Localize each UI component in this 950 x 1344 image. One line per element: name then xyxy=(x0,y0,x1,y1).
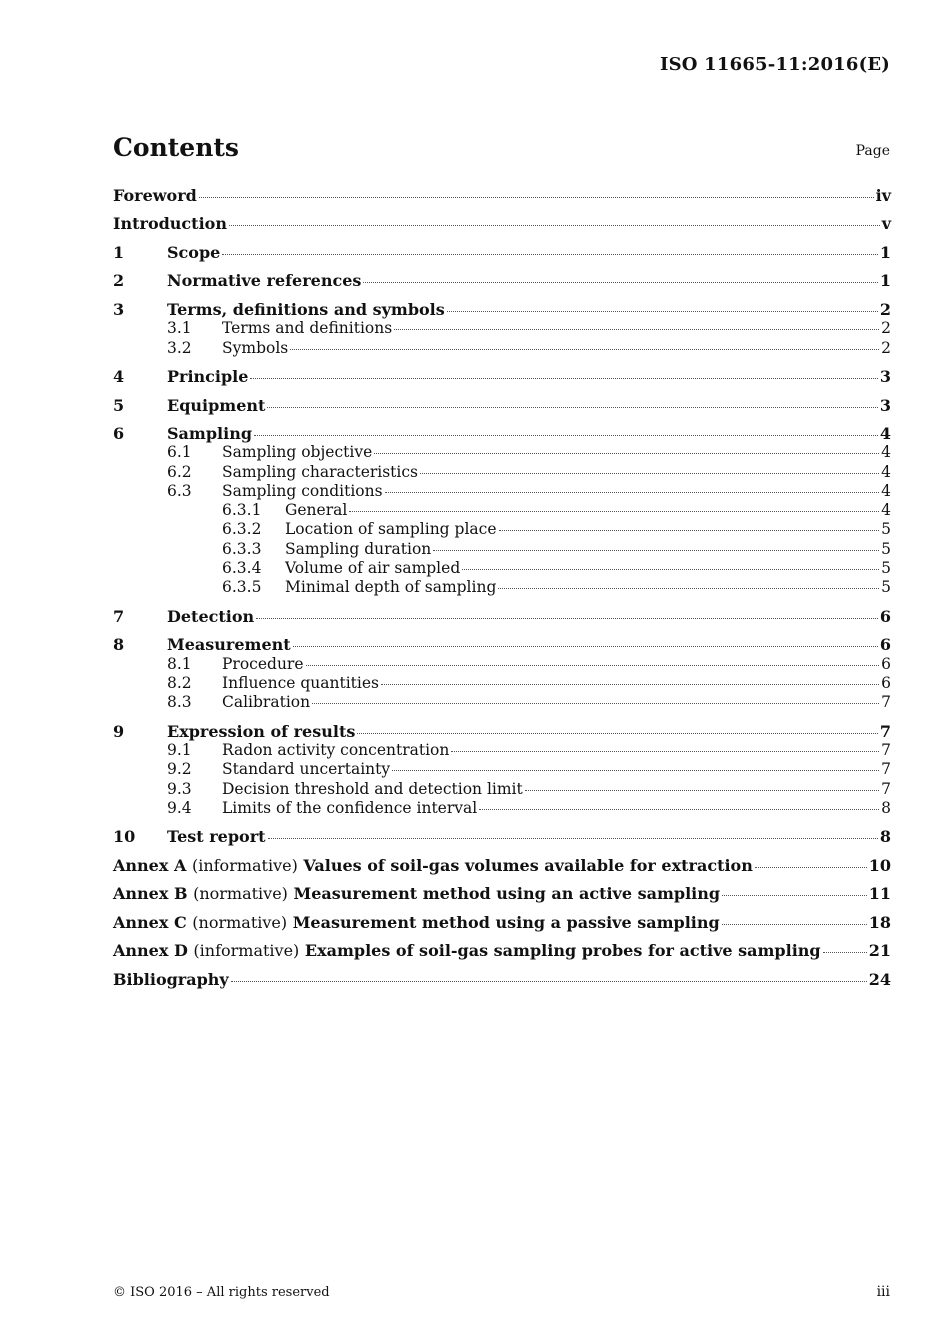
dot-leader xyxy=(499,529,880,531)
toc-entry-number: 2 xyxy=(113,271,125,291)
toc-entry-title: Volume of air sampled xyxy=(285,559,461,578)
toc-entry-title: Detection xyxy=(167,606,255,626)
toc-entry-number: 6.2 xyxy=(167,462,192,481)
toc-entry-number: 3 xyxy=(113,299,125,319)
dot-leader xyxy=(229,224,880,226)
toc-entry-title xyxy=(113,856,753,875)
toc-entry-page: v xyxy=(881,214,891,234)
toc-entry-number: 6.3 xyxy=(167,481,192,500)
toc-entry-number: 9.4 xyxy=(167,798,192,817)
toc-entry[interactable] xyxy=(113,722,891,741)
dot-leader xyxy=(256,617,878,619)
dot-leader xyxy=(254,434,878,436)
dot-leader xyxy=(306,664,880,666)
toc-entry[interactable] xyxy=(113,827,891,846)
toc-entry[interactable] xyxy=(113,540,891,559)
toc-entry[interactable] xyxy=(113,424,891,443)
dot-leader xyxy=(498,587,879,589)
toc-entry-title: Principle xyxy=(167,367,249,387)
toc-entry-number: 1 xyxy=(113,242,125,262)
toc-entry[interactable] xyxy=(113,319,891,338)
toc-entry-number: 8 xyxy=(113,635,125,655)
dot-leader xyxy=(451,750,879,752)
toc-entry[interactable] xyxy=(113,655,891,674)
toc-entry-title xyxy=(113,941,821,960)
dot-leader xyxy=(462,568,879,570)
dot-leader xyxy=(293,645,878,647)
toc-entry-page: 6 xyxy=(881,654,891,673)
toc-entry-page: 7 xyxy=(881,741,891,759)
toc-entry-number: 8.2 xyxy=(167,673,192,692)
toc-entry[interactable] xyxy=(113,780,891,799)
annex-label: Annex B xyxy=(113,884,188,904)
toc-entry-page: 7 xyxy=(881,760,891,779)
toc-entry[interactable] xyxy=(113,635,891,654)
dot-leader xyxy=(392,769,879,771)
toc-entry-page: 4 xyxy=(881,443,891,462)
toc-entry-title: Bibliography xyxy=(113,969,229,989)
dot-leader xyxy=(385,491,880,493)
table-of-contents xyxy=(113,186,891,989)
dot-leader xyxy=(250,377,877,379)
toc-entry-number: 6.3.5 xyxy=(222,578,262,597)
toc-entry-number: 3.1 xyxy=(167,319,192,338)
toc-entry-page: 2 xyxy=(879,299,891,319)
toc-entry[interactable] xyxy=(113,367,891,386)
toc-entry-title: Terms and definitions xyxy=(222,319,393,338)
toc-entry[interactable] xyxy=(113,186,891,205)
page-column-label: Page xyxy=(855,143,890,159)
annex-type: (normative) xyxy=(193,884,288,904)
toc-entry-number: 5 xyxy=(113,395,125,415)
annex-type: (normative) xyxy=(192,912,288,932)
dot-leader xyxy=(374,452,879,454)
annex-label: Annex A xyxy=(113,855,187,875)
toc-entry-title: Scope xyxy=(167,242,221,262)
toc-entry-number: 9.3 xyxy=(167,779,192,798)
toc-entry-page: 5 xyxy=(881,578,891,597)
toc-entry-title: Minimal depth of sampling xyxy=(285,578,497,597)
toc-entry-page: 6 xyxy=(881,673,891,692)
dot-leader xyxy=(222,253,878,255)
toc-entry-number: 8.1 xyxy=(167,654,192,673)
toc-entry-title: Radon activity concentration xyxy=(222,741,450,759)
toc-entry[interactable] xyxy=(113,520,891,539)
dot-leader xyxy=(755,866,867,868)
toc-entry[interactable] xyxy=(113,396,891,415)
toc-entry-title: Normative references xyxy=(167,271,362,291)
toc-entry-page: 5 xyxy=(881,539,891,558)
toc-entry-title xyxy=(113,884,720,903)
toc-entry-title: General xyxy=(285,501,348,520)
toc-entry-page: iv xyxy=(875,186,891,205)
dot-leader xyxy=(433,549,879,551)
toc-entry-title: Sampling xyxy=(167,423,253,443)
toc-entry[interactable] xyxy=(113,741,891,760)
toc-entry-page: 7 xyxy=(879,721,891,741)
toc-entry-title: Procedure xyxy=(222,654,304,673)
toc-entry[interactable] xyxy=(113,339,891,358)
toc-entry-page: 11 xyxy=(868,884,891,904)
dot-leader xyxy=(420,472,879,474)
toc-entry-title: Influence quantities xyxy=(222,673,379,692)
toc-entry[interactable] xyxy=(113,214,891,233)
toc-entry-page: 8 xyxy=(879,827,891,847)
toc-entry-title: Measurement xyxy=(167,635,291,655)
toc-entry-number: 6.3.3 xyxy=(222,539,262,558)
annex-label: Annex D xyxy=(113,941,188,961)
toc-entry-page: 4 xyxy=(879,423,891,443)
toc-entry-page: 7 xyxy=(881,693,891,712)
toc-entry-title: Sampling conditions xyxy=(222,481,383,500)
dot-leader xyxy=(267,406,877,408)
dot-leader xyxy=(823,951,867,953)
toc-entry[interactable] xyxy=(113,856,891,875)
toc-entry[interactable] xyxy=(113,559,891,578)
toc-entry[interactable] xyxy=(113,760,891,779)
dot-leader xyxy=(290,348,879,350)
dot-leader xyxy=(363,281,877,283)
toc-entry[interactable] xyxy=(113,243,891,262)
toc-entry-page: 3 xyxy=(879,395,891,415)
toc-entry-title: Sampling characteristics xyxy=(222,462,419,481)
page-title: Contents xyxy=(113,133,240,162)
toc-entry-page: 2 xyxy=(881,338,891,357)
toc-entry-number: 9 xyxy=(113,721,125,741)
toc-entry-page: 7 xyxy=(881,779,891,798)
toc-entry[interactable] xyxy=(113,300,891,319)
toc-entry-title: Sampling objective xyxy=(222,443,373,462)
toc-entry-number: 10 xyxy=(113,827,136,847)
toc-entry-title: Foreword xyxy=(113,186,197,205)
dot-leader xyxy=(231,980,867,982)
document-id: ISO 11665-11:2016(E) xyxy=(659,54,890,75)
toc-entry-title: Terms, definitions and symbols xyxy=(167,299,445,319)
annex-title: Values of soil-gas volumes available for extraction xyxy=(303,855,753,875)
toc-entry-page: 4 xyxy=(881,481,891,500)
toc-entry[interactable] xyxy=(113,271,891,290)
dot-leader xyxy=(199,196,874,198)
toc-entry-title xyxy=(113,913,720,932)
toc-entry-title: Introduction xyxy=(113,214,227,234)
toc-entry-page: 5 xyxy=(881,520,891,539)
annex-title: Measurement method using an active sampling xyxy=(293,884,721,904)
copyright-notice: © ISO 2016 – All rights reserved xyxy=(113,1285,330,1300)
toc-entry[interactable] xyxy=(113,674,891,693)
toc-entry-page: 8 xyxy=(881,798,891,817)
toc-entry-number: 4 xyxy=(113,367,125,387)
toc-entry[interactable] xyxy=(113,799,891,818)
toc-entry-page: 6 xyxy=(879,606,891,626)
toc-entry-number: 6.3.4 xyxy=(222,559,262,578)
toc-entry-page: 1 xyxy=(879,271,891,291)
toc-entry-page: 4 xyxy=(881,501,891,520)
toc-entry-page: 21 xyxy=(868,941,891,961)
toc-entry-title: Limits of the confidence interval xyxy=(222,798,478,817)
toc-entry-number: 6.1 xyxy=(167,443,192,462)
toc-entry-number: 9.1 xyxy=(167,741,192,759)
dot-leader xyxy=(722,923,867,925)
dot-leader xyxy=(447,310,878,312)
toc-entry-number: 8.3 xyxy=(167,693,192,712)
dot-leader xyxy=(349,510,879,512)
toc-entry[interactable] xyxy=(113,884,891,903)
toc-entry[interactable] xyxy=(113,941,891,960)
dot-leader xyxy=(357,732,878,734)
toc-entry-number: 9.2 xyxy=(167,760,192,779)
toc-entry-page: 2 xyxy=(881,319,891,338)
toc-entry[interactable] xyxy=(113,443,891,462)
toc-entry-page: 3 xyxy=(879,367,891,387)
toc-entry-number: 6 xyxy=(113,423,125,443)
annex-type: (informative) xyxy=(191,855,298,875)
toc-entry-number: 7 xyxy=(113,606,125,626)
dot-leader xyxy=(394,328,879,330)
toc-entry-title: Standard uncertainty xyxy=(222,760,391,779)
annex-type: (informative) xyxy=(193,941,300,961)
toc-entry[interactable] xyxy=(113,463,891,482)
toc-entry-page: 24 xyxy=(868,969,891,989)
toc-entry-title: Expression of results xyxy=(167,721,356,741)
toc-entry[interactable] xyxy=(113,913,891,932)
toc-entry-page: 1 xyxy=(879,242,891,262)
toc-entry[interactable] xyxy=(113,482,891,501)
toc-entry-number: 6.3.2 xyxy=(222,520,262,539)
page-number: iii xyxy=(876,1284,890,1300)
toc-entry-title: Calibration xyxy=(222,693,311,712)
dot-leader xyxy=(381,683,879,685)
toc-entry[interactable] xyxy=(113,607,891,626)
toc-entry[interactable] xyxy=(113,578,891,597)
toc-entry-page: 5 xyxy=(881,559,891,578)
annex-label: Annex C xyxy=(113,912,187,932)
toc-entry-page: 6 xyxy=(879,635,891,655)
dot-leader xyxy=(479,808,879,810)
toc-entry-number: 6.3.1 xyxy=(222,501,262,520)
dot-leader xyxy=(722,894,867,896)
toc-entry-number: 3.2 xyxy=(167,338,192,357)
toc-entry-title: Equipment xyxy=(167,395,266,415)
toc-entry-title: Location of sampling place xyxy=(285,520,497,539)
toc-entry-page: 4 xyxy=(881,462,891,481)
toc-entry-title: Symbols xyxy=(222,338,289,357)
toc-entry-title: Decision threshold and detection limit xyxy=(222,779,523,798)
toc-entry[interactable] xyxy=(113,501,891,520)
dot-leader xyxy=(312,702,879,704)
toc-entry[interactable] xyxy=(113,693,891,712)
toc-entry-page: 10 xyxy=(868,855,891,875)
annex-title: Examples of soil-gas sampling probes for active sampling xyxy=(304,941,821,961)
toc-entry-title: Test report xyxy=(167,827,266,847)
dot-leader xyxy=(268,837,878,839)
toc-entry-page: 18 xyxy=(868,912,891,932)
toc-entry-title: Sampling duration xyxy=(285,539,432,558)
toc-entry[interactable] xyxy=(113,970,891,989)
dot-leader xyxy=(525,789,879,791)
annex-title: Measurement method using a passive sampling xyxy=(292,912,720,932)
